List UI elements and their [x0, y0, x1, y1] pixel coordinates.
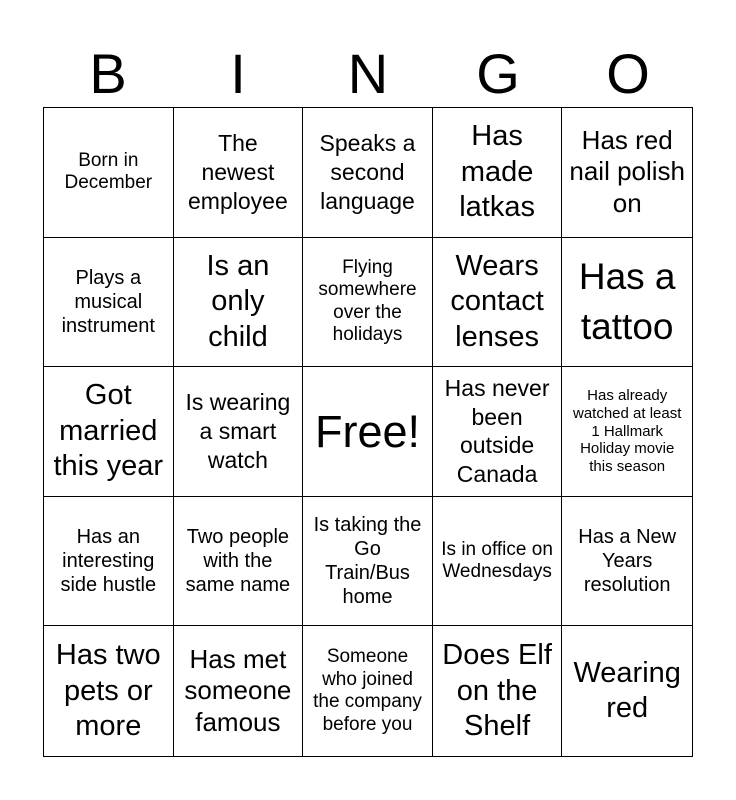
bingo-cell[interactable]: The newest employee: [174, 108, 304, 238]
bingo-cell[interactable]: Someone who joined the company before you: [303, 626, 433, 756]
bingo-cell[interactable]: Does Elf on the Shelf: [433, 626, 563, 756]
bingo-cell[interactable]: Speaks a second language: [303, 108, 433, 238]
header-letter-b: B: [89, 42, 127, 105]
bingo-header: [43, 44, 693, 104]
bingo-cell[interactable]: Has made latkas: [433, 108, 563, 238]
bingo-cell[interactable]: Is taking the Go Train/Bus home: [303, 497, 433, 627]
header-letter-o: O: [606, 42, 650, 105]
bingo-cell[interactable]: Is in office on Wednesdays: [433, 497, 563, 627]
bingo-cell[interactable]: Has a New Years resolution: [562, 497, 692, 627]
bingo-cell[interactable]: Plays a musical instrument: [44, 238, 174, 368]
bingo-board: [43, 107, 693, 757]
header-letter-i: I: [230, 42, 246, 105]
bingo-cell[interactable]: Two people with the same name: [174, 497, 304, 627]
bingo-cell[interactable]: Has an interesting side hustle: [44, 497, 174, 627]
bingo-cell[interactable]: Wears contact lenses: [433, 238, 563, 368]
bingo-cell[interactable]: Has red nail polish on: [562, 108, 692, 238]
free-space[interactable]: Free!: [303, 367, 433, 497]
bingo-cell[interactable]: Born in December: [44, 108, 174, 238]
bingo-cell[interactable]: Flying somewhere over the holidays: [303, 238, 433, 368]
bingo-cell[interactable]: Has a tattoo: [562, 238, 692, 368]
bingo-cell[interactable]: Wearing red: [573, 656, 681, 725]
bingo-cell[interactable]: Has already watched at least 1 Hallmark Holiday movie this season: [562, 367, 692, 497]
bingo-cell[interactable]: Is wearing a smart watch: [174, 367, 304, 497]
bingo-cell[interactable]: Has never been outside Canada: [433, 367, 563, 497]
header-letter-g: G: [476, 42, 520, 105]
bingo-cell[interactable]: Is an only child: [174, 238, 304, 368]
bingo-cell[interactable]: Got married this year: [44, 367, 174, 497]
bingo-cell[interactable]: Has met someone famous: [174, 626, 304, 756]
header-letter-n: N: [347, 42, 389, 105]
bingo-cell[interactable]: Has two pets or more: [44, 626, 174, 756]
